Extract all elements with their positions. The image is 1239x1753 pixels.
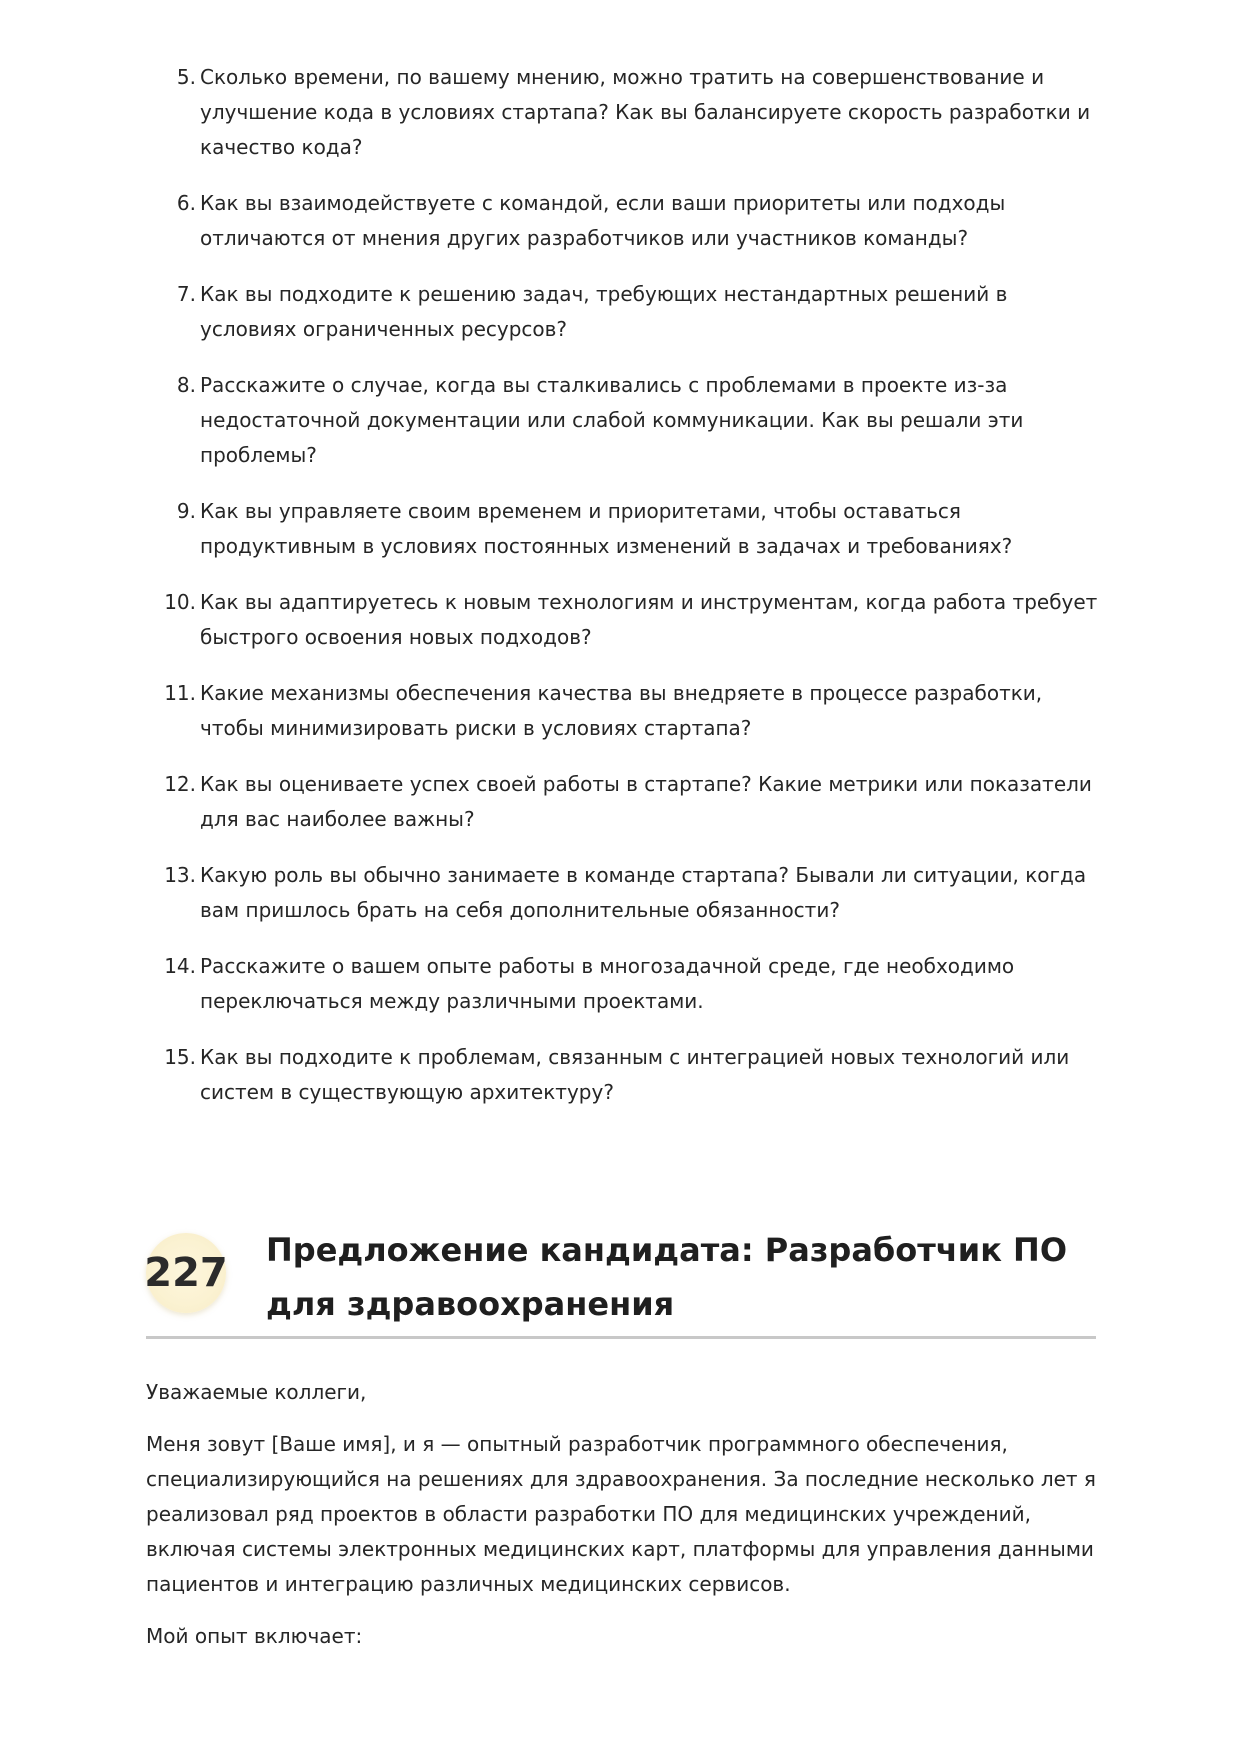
- list-item: [146, 494, 1106, 564]
- list-item-number: 7.: [176, 282, 196, 306]
- list-item: [146, 186, 1106, 256]
- list-item-text: Как вы взаимодействуете с командой, если ваши приоритеты или подходы отличаются от мнения других разработчиков или участников команды?: [200, 191, 1006, 250]
- list-item-number: 14.: [164, 954, 196, 978]
- list-item-text: Сколько времени, по вашему мнению, можно тратить на совершенствование и улучшение кода в условиях стартапа? Как вы балансируете скорость разработки и качество кода?: [200, 65, 1091, 159]
- list-item-text: Какую роль вы обычно занимаете в команде стартапа? Бывали ли ситуации, когда вам пришлось брать на себя дополнительные обязанности?: [200, 863, 1087, 922]
- section-body: [146, 1375, 1106, 1671]
- list-item: [146, 858, 1106, 928]
- list-item-number: 8.: [176, 373, 196, 397]
- list-item-text: Как вы подходите к проблемам, связанным с интеграцией новых технологий или систем в существующую архитектуру?: [200, 1045, 1070, 1104]
- list-item: [146, 1040, 1106, 1110]
- list-item-number: 13.: [164, 863, 196, 887]
- list-item-text: Какие механизмы обеспечения качества вы внедряете в процессе разработки, чтобы минимизировать риски в условиях стартапа?: [200, 681, 1043, 740]
- question-list: [146, 60, 1106, 1131]
- list-item: [146, 277, 1106, 347]
- section-header: [146, 1223, 1096, 1343]
- list-item-number: 11.: [164, 681, 196, 705]
- list-item: [146, 949, 1106, 1019]
- list-item-number: 10.: [164, 590, 196, 614]
- list-item: [146, 767, 1106, 837]
- section-divider: [146, 1336, 1096, 1339]
- section-number-badge: 227: [146, 1233, 226, 1313]
- list-item-number: 15.: [164, 1045, 196, 1069]
- list-item-text: Расскажите о случае, когда вы сталкивались с проблемами в проекте из-за недостаточной документации или слабой коммуникации. Как вы решали эти проблемы?: [200, 373, 1024, 467]
- list-item: [146, 676, 1106, 746]
- list-item: [146, 368, 1106, 473]
- list-item-text: Расскажите о вашем опыте работы в многозадачной среде, где необходимо переключаться между различными проектами.: [200, 954, 1015, 1013]
- list-item-text: Как вы оцениваете успех своей работы в стартапе? Какие метрики или показатели для вас наиболее важны?: [200, 772, 1092, 831]
- list-item-number: 6.: [176, 191, 196, 215]
- section-title: Предложение кандидата: Разработчик ПО для здравоохранения: [266, 1231, 1068, 1323]
- list-item-text: Как вы управляете своим временем и приоритетами, чтобы оставаться продуктивным в условиях постоянных изменений в задачах и требованиях?: [200, 499, 1013, 558]
- list-item: [146, 585, 1106, 655]
- greeting-paragraph: Уважаемые коллеги,: [146, 1380, 367, 1404]
- experience-lead-paragraph: Мой опыт включает:: [146, 1624, 363, 1648]
- list-item-number: 12.: [164, 772, 196, 796]
- intro-paragraph: Меня зовут [Ваше имя], и я — опытный разработчик программного обеспечения, специализирующийся на решениях для здравоохранения. За последние несколько лет я реализовал ряд проектов в области разработки ПО для медицинских учреждений, включая системы электронных медицинских карт, платформы для управления данными пациентов и интеграцию различных медицинских сервисов.: [146, 1432, 1096, 1596]
- list-item-text: Как вы адаптируетесь к новым технологиям и инструментам, когда работа требует быстрого освоения новых подходов?: [200, 590, 1098, 649]
- list-item-number: 5.: [176, 65, 196, 89]
- list-item: [146, 60, 1106, 165]
- list-item-number: 9.: [176, 499, 196, 523]
- list-item-text: Как вы подходите к решению задач, требующих нестандартных решений в условиях ограниченных ресурсов?: [200, 282, 1008, 341]
